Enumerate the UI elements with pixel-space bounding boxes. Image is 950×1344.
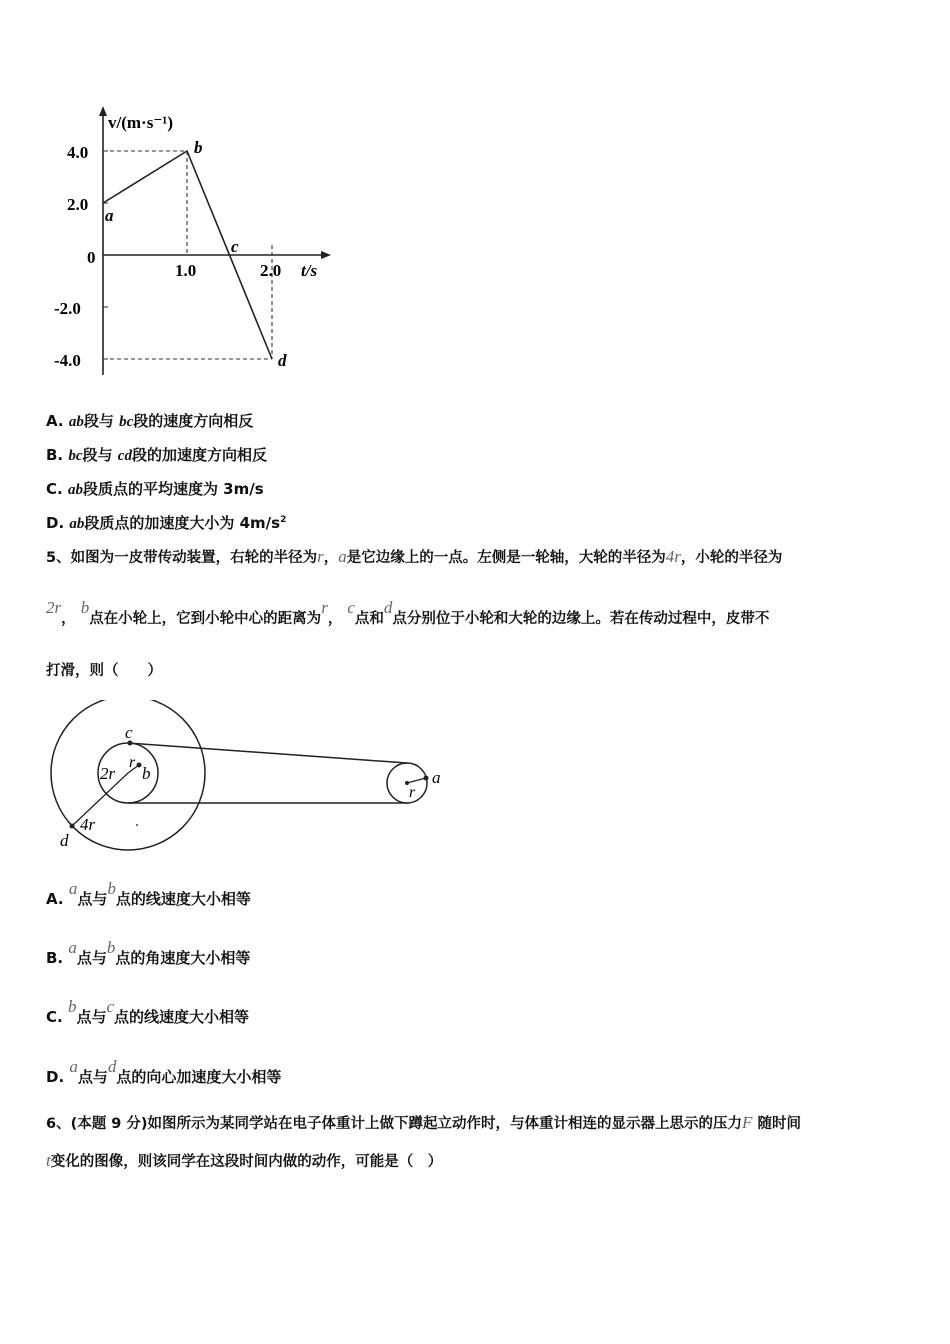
q5-option-c: C. b点与c点的线速度大小相等 <box>46 997 250 1026</box>
point-a <box>424 776 429 781</box>
x-axis-label: t/s <box>301 261 318 280</box>
x-axis-arrow <box>321 251 331 259</box>
label-4r: 4r <box>80 815 96 834</box>
belt-drive-figure <box>40 700 460 860</box>
stray-dot <box>136 824 138 826</box>
q5-option-b: B. a点与b点的角速度大小相等 <box>46 938 251 967</box>
label-a: a <box>432 768 441 787</box>
point-label-b: b <box>194 138 203 157</box>
q4-option-d: D. ab段质点的加速度大小为 $4m/s^2$ <box>46 514 287 532</box>
y-axis-label: v/(m·s⁻¹) <box>108 113 174 132</box>
radius-right <box>407 778 426 783</box>
q5-stem-line-3: 打滑，则（ ） <box>46 663 162 679</box>
y-tick-0: 0 <box>87 248 96 267</box>
label-r-small: r <box>129 754 136 771</box>
q4-option-b: B. bc段与 cd段的加速度方向相反 <box>46 446 267 464</box>
y-tick-neg2: -2.0 <box>54 299 81 318</box>
point-label-a: a <box>105 206 114 225</box>
y-tick-4: 4.0 <box>67 143 89 162</box>
y-tick-2: 2.0 <box>67 195 89 214</box>
label-b: b <box>142 764 151 783</box>
belt-top <box>128 743 407 763</box>
point-label-c: c <box>231 237 239 256</box>
label-c: c <box>125 723 133 742</box>
q5-stem-line-1: 5、如图为一皮带传动装置，右轮的半径为r，a是它边缘上的一点。左侧是一轮轴，大轮的半径为4r，小轮的半径为 <box>46 547 783 566</box>
label-2r: 2r <box>100 764 116 783</box>
x-tick-1: 1.0 <box>175 261 197 280</box>
label-d: d <box>60 831 69 850</box>
q5-stem-line-2: 2r， b点在小轮上，它到小轮中心的距离为r， c点和d点分别位于小轮和大轮的边缘上。若在传动过程中，皮带不 <box>46 598 770 627</box>
y-tick-neg4: -4.0 <box>54 351 81 370</box>
label-r-right: r <box>409 784 416 801</box>
velocity-time-graph <box>40 100 350 385</box>
q5-option-d: D. a点与d点的向心加速度大小相等 <box>46 1057 282 1086</box>
q5-option-a: A. a点与b点的线速度大小相等 <box>46 879 251 908</box>
x-tick-2: 2.0 <box>260 261 282 280</box>
q6-stem-line-2: t变化的图像，则该同学在这段时间内做的动作，可能是（ ） <box>46 1151 443 1170</box>
q4-option-c: C. ab段质点的平均速度为 3m/s <box>46 480 264 498</box>
q4-option-a: A. ab段与 bc段的速度方向相反 <box>46 412 254 430</box>
y-axis-arrow <box>99 106 107 116</box>
point-d <box>70 824 75 829</box>
point-b <box>137 763 142 768</box>
point-label-d: d <box>278 351 287 370</box>
q6-stem-line-1: 6、(本题 9 分)如图所示为某同学站在电子体重计上做下蹲起立动作时，与体重计相连的显示器上思示的压力F 随时间 <box>46 1113 801 1132</box>
